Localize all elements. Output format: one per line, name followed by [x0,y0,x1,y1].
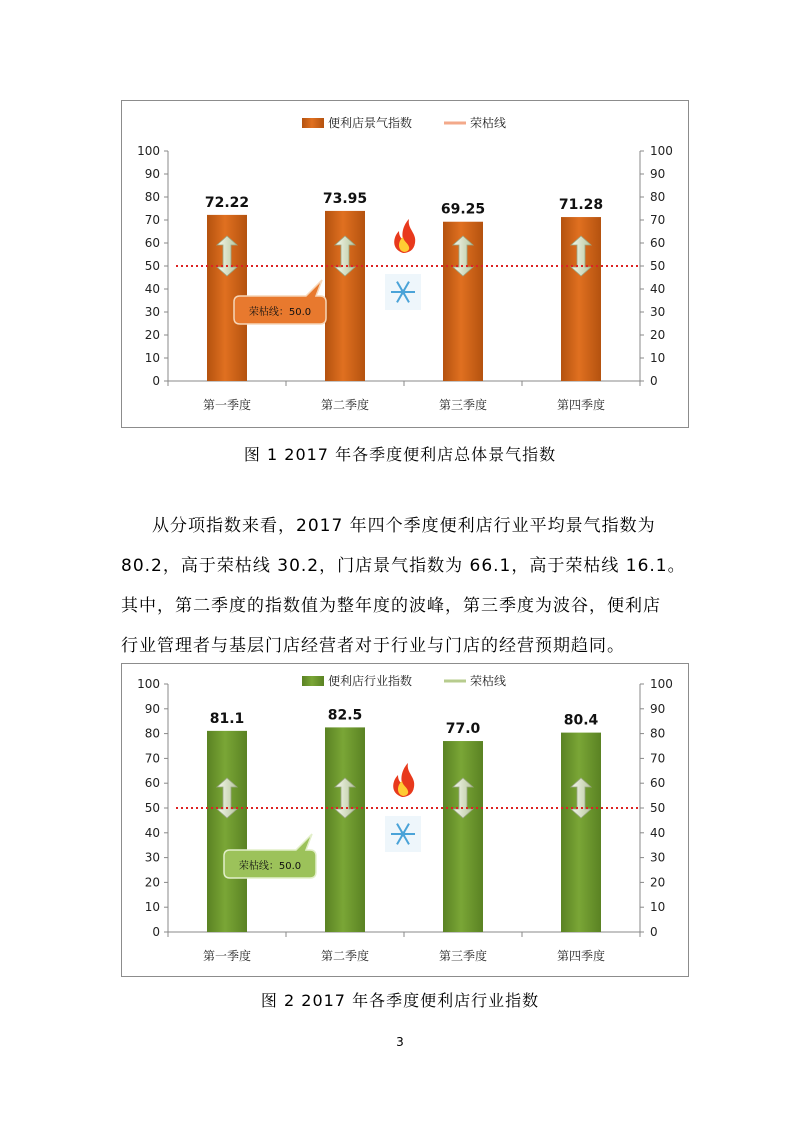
y-tick-label-right: 30 [650,850,666,865]
legend-bar-swatch [302,676,324,686]
data-label: 72.22 [204,194,250,211]
y-tick-label-right: 90 [650,701,666,716]
y-tick-label-left: 90 [144,167,160,181]
bar [325,727,365,932]
y-tick-label-left: 40 [144,825,160,840]
y-tick-label-right: 50 [650,259,666,273]
figure1-caption: 图 1 2017 年各季度便利店总体景气指数 [243,445,557,464]
data-label: 80.4 [563,712,599,729]
y-tick-label-left: 30 [144,850,160,865]
y-tick-label-right: 20 [650,328,666,342]
y-tick-label-right: 80 [650,190,666,204]
data-label: 82.5 [327,707,363,724]
data-label: 73.95 [322,190,368,207]
x-tick-label: 第一季度 [202,398,252,412]
legend-line-label: 荣枯线 [470,116,507,130]
snowflake-icon [385,816,421,852]
body-paragraph [121,506,700,666]
y-tick-label-left: 20 [144,875,160,890]
x-tick-label: 第四季度 [556,398,606,412]
y-tick-label-left: 60 [144,776,160,791]
y-tick-label-right: 60 [650,236,666,250]
legend-bar-label: 便利店行业指数 [328,674,413,688]
y-tick-label-left: 90 [144,701,160,716]
x-tick-label: 第三季度 [438,398,488,412]
figure2-chart [121,663,689,977]
y-tick-label-left: 100 [137,677,160,691]
figure2-chart-svg [122,664,690,978]
y-tick-label-right: 90 [650,167,666,181]
y-tick-label-right: 50 [650,801,666,815]
y-tick-label-right: 0 [650,925,658,939]
body-line: 80.2，高于荣枯线 30.2，门店景气指数为 66.1，高于荣枯线 16.1。 [121,556,686,576]
y-tick-label-left: 0 [152,374,160,388]
figure2-caption: 图 2 2017 年各季度便利店行业指数 [260,991,540,1010]
callout-label: 荣枯线：50.0 [248,307,312,318]
y-tick-label-left: 70 [144,751,160,766]
fire-icon [393,763,414,797]
y-tick-label-left: 50 [144,259,160,273]
y-tick-label-left: 100 [137,144,160,158]
x-tick-label: 第二季度 [320,949,370,963]
y-tick-label-left: 70 [144,213,160,227]
y-tick-label-left: 0 [152,925,160,939]
y-tick-label-left: 40 [144,282,160,296]
legend-bar-swatch [302,118,324,128]
x-tick-label: 第四季度 [556,949,606,963]
fire-icon [394,219,415,253]
y-tick-label-right: 30 [650,305,666,319]
legend-line-label: 荣枯线 [470,674,507,688]
y-tick-label-right: 100 [650,144,673,158]
y-tick-label-left: 20 [144,328,160,342]
threshold-callout [234,280,326,324]
figure1-chart [121,100,689,428]
snowflake-icon [385,274,421,310]
y-tick-label-left: 80 [144,190,160,204]
y-tick-label-right: 100 [650,677,673,691]
x-tick-label: 第一季度 [202,949,252,963]
y-tick-label-left: 10 [144,351,160,365]
y-tick-label-right: 0 [650,374,658,388]
y-tick-label-left: 80 [144,726,160,741]
y-tick-label-right: 60 [650,776,666,791]
y-tick-label-right: 40 [650,282,666,296]
data-label: 71.28 [558,197,604,214]
callout-label: 荣枯线：50.0 [238,861,302,872]
body-line: 从分项指数来看，2017 年四个季度便利店行业平均景气指数为 [152,516,656,536]
bar [207,731,247,932]
y-tick-label-left: 50 [144,801,160,815]
y-tick-label-right: 40 [650,825,666,840]
y-tick-label-right: 20 [650,875,666,890]
bar [561,733,601,932]
data-label: 77.0 [445,721,481,738]
page-number: 3 [396,1035,404,1049]
bar [443,741,483,932]
y-tick-label-right: 70 [650,751,666,766]
x-tick-label: 第二季度 [320,398,370,412]
figure1-chart-svg [122,101,690,429]
x-tick-label: 第三季度 [438,949,488,963]
y-tick-label-right: 70 [650,213,666,227]
data-label: 69.25 [440,201,486,218]
body-line: 其中，第二季度的指数值为整年度的波峰，第三季度为波谷，便利店 [121,596,661,616]
y-tick-label-right: 10 [650,351,666,365]
y-tick-label-left: 30 [144,305,160,319]
y-tick-label-right: 10 [650,900,666,915]
body-line: 行业管理者与基层门店经营者对于行业与门店的经营预期趋同。 [121,636,625,656]
data-label: 81.1 [209,710,245,727]
y-tick-label-right: 80 [650,726,666,741]
y-tick-label-left: 60 [144,236,160,250]
y-tick-label-left: 10 [144,900,160,915]
legend-bar-label: 便利店景气指数 [328,116,413,130]
